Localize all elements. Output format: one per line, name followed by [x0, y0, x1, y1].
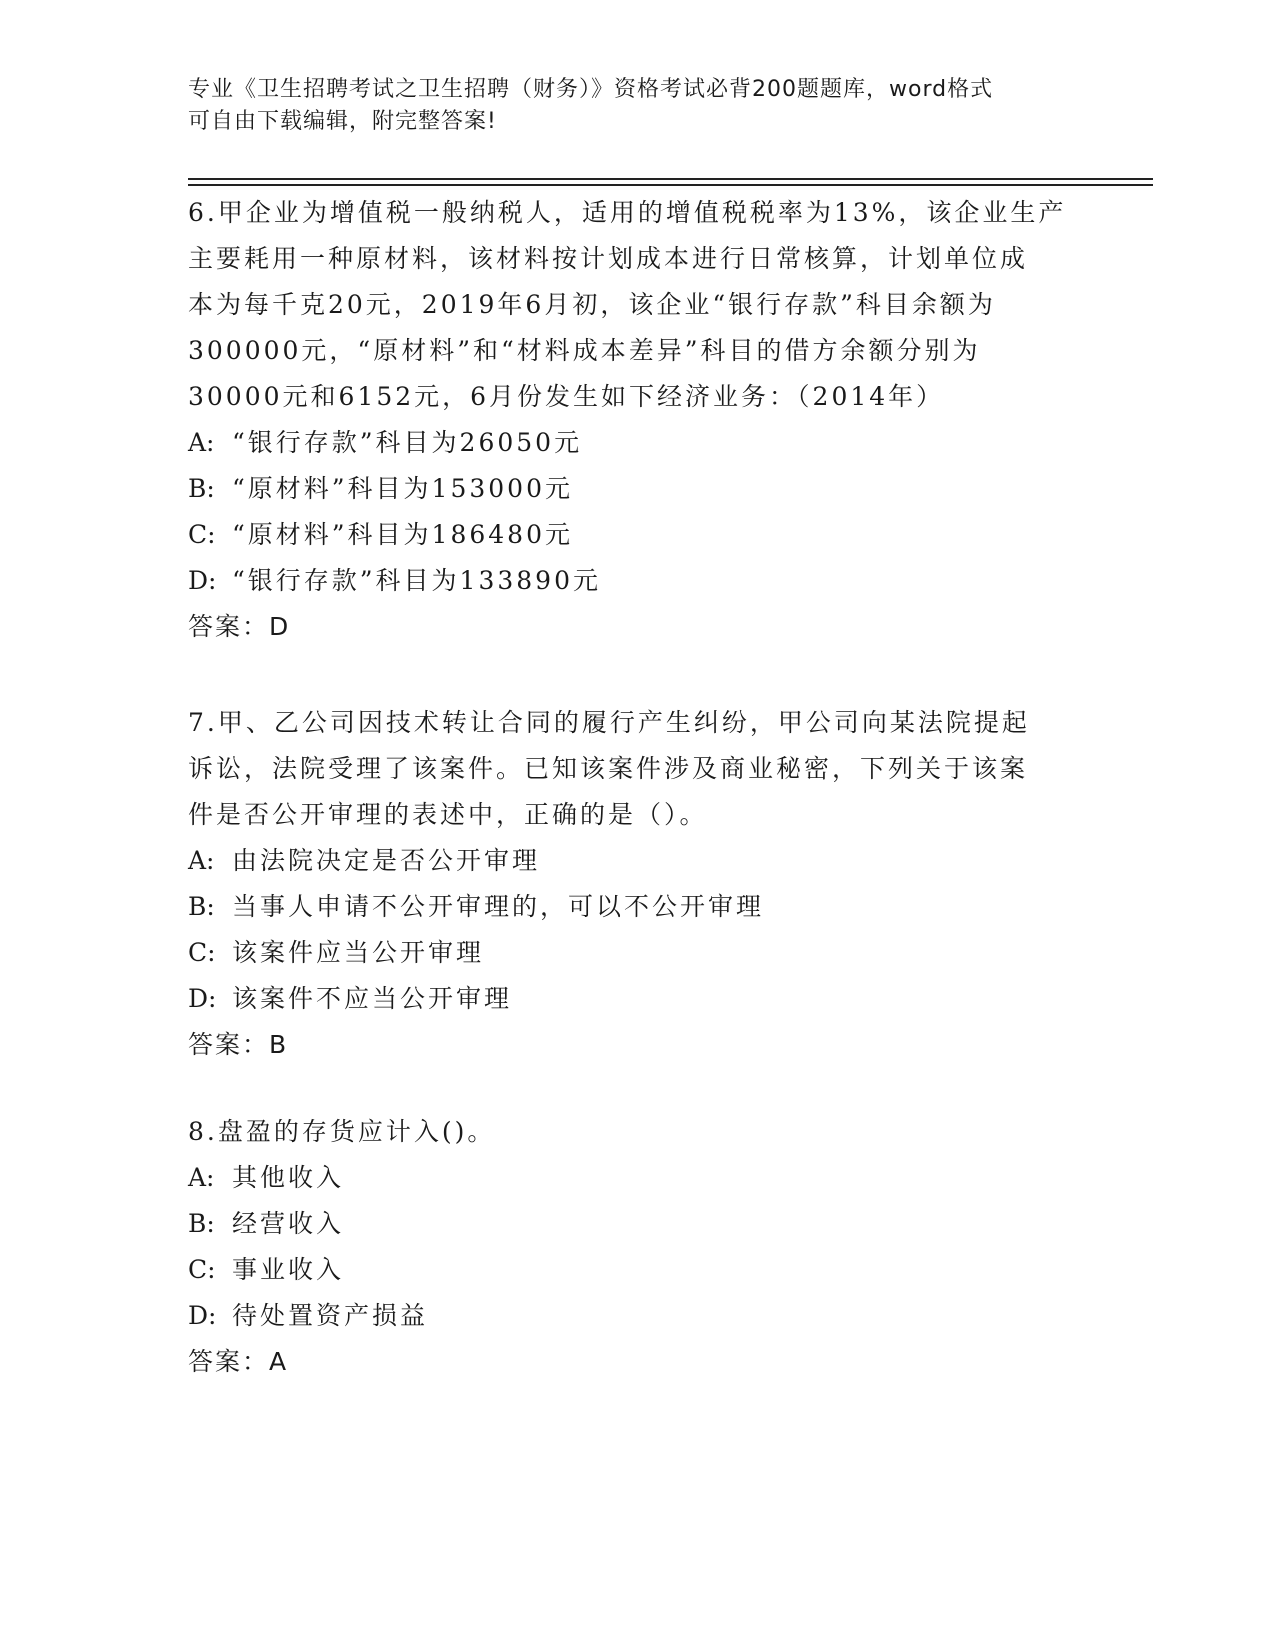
option-text: 其他收入 [232, 1163, 345, 1192]
option-text: 由法院决定是否公开审理 [232, 846, 541, 875]
option-text: 该案件不应当公开审理 [232, 984, 513, 1013]
option-label: D: [188, 566, 217, 595]
question-8 [188, 1109, 1088, 1385]
option-d [188, 558, 1088, 604]
stem-line: 件是否公开审理的表述中，正确的是（）。 [188, 800, 708, 829]
option-a [188, 838, 1088, 884]
option-label: C: [188, 520, 216, 549]
option-label: C: [188, 1255, 216, 1284]
option-text: 待处置资产损益 [232, 1301, 429, 1330]
option-d [188, 976, 1088, 1022]
option-label: B: [188, 474, 215, 503]
header-title-line-2: 可自由下载编辑，附完整答案! [188, 109, 497, 134]
option-b [188, 1201, 1088, 1247]
option-label: A: [188, 846, 215, 875]
option-c [188, 930, 1088, 976]
option-text: “银行存款”科目为26050元 [232, 428, 583, 457]
stem-line: 7.甲、乙公司因技术转让合同的履行产生纠纷，甲公司向某法院提起 [188, 708, 1030, 737]
option-label: B: [188, 1209, 215, 1238]
stem-line: 30000元和6152元，6月份发生如下经济业务：（2014年） [188, 382, 945, 411]
header-divider-top [188, 178, 1153, 180]
question-stem [188, 190, 1088, 420]
option-text: “原材料”科目为153000元 [232, 474, 573, 503]
stem-line: 300000元，“原材料”和“材料成本差异”科目的借方余额分别为 [188, 336, 981, 365]
option-label: A: [188, 1163, 215, 1192]
option-b [188, 466, 1088, 512]
option-label: D: [188, 984, 217, 1013]
option-label: A: [188, 428, 215, 457]
option-d [188, 1293, 1088, 1339]
option-label: C: [188, 938, 216, 967]
question-stem [188, 1109, 1088, 1155]
option-text: 该案件应当公开审理 [232, 938, 485, 967]
document-header [188, 74, 1088, 138]
option-text: “银行存款”科目为133890元 [232, 566, 601, 595]
option-label: B: [188, 892, 215, 921]
option-text: 事业收入 [232, 1255, 345, 1284]
option-a [188, 1155, 1088, 1201]
option-a [188, 420, 1088, 466]
header-divider-bottom [188, 184, 1153, 186]
header-title-line-1: 专业《卫生招聘考试之卫生招聘（财务）》资格考试必背200题题库，word格式 [188, 77, 994, 102]
option-text: 经营收入 [232, 1209, 345, 1238]
question-7 [188, 700, 1088, 1068]
answer-line: 答案：B [188, 1030, 289, 1059]
option-c [188, 512, 1088, 558]
stem-line: 6.甲企业为增值税一般纳税人，适用的增值税税率为13%，该企业生产 [188, 198, 1067, 227]
option-b [188, 884, 1088, 930]
stem-line: 本为每千克20元，2019年6月初，该企业“银行存款”科目余额为 [188, 290, 996, 319]
answer-line: 答案：D [188, 612, 291, 641]
stem-line: 诉讼，法院受理了该案件。已知该案件涉及商业秘密，下列关于该案 [188, 754, 1029, 783]
option-text: 当事人申请不公开审理的，可以不公开审理 [232, 892, 765, 921]
stem-line: 主要耗用一种原材料，该材料按计划成本进行日常核算，计划单位成 [188, 244, 1029, 273]
question-6 [188, 190, 1088, 650]
option-text: “原材料”科目为186480元 [232, 520, 573, 549]
option-c [188, 1247, 1088, 1293]
question-stem [188, 700, 1088, 838]
answer-line: 答案：A [188, 1347, 289, 1376]
stem-line: 8.盘盈的存货应计入()。 [188, 1117, 496, 1146]
option-label: D: [188, 1301, 217, 1330]
